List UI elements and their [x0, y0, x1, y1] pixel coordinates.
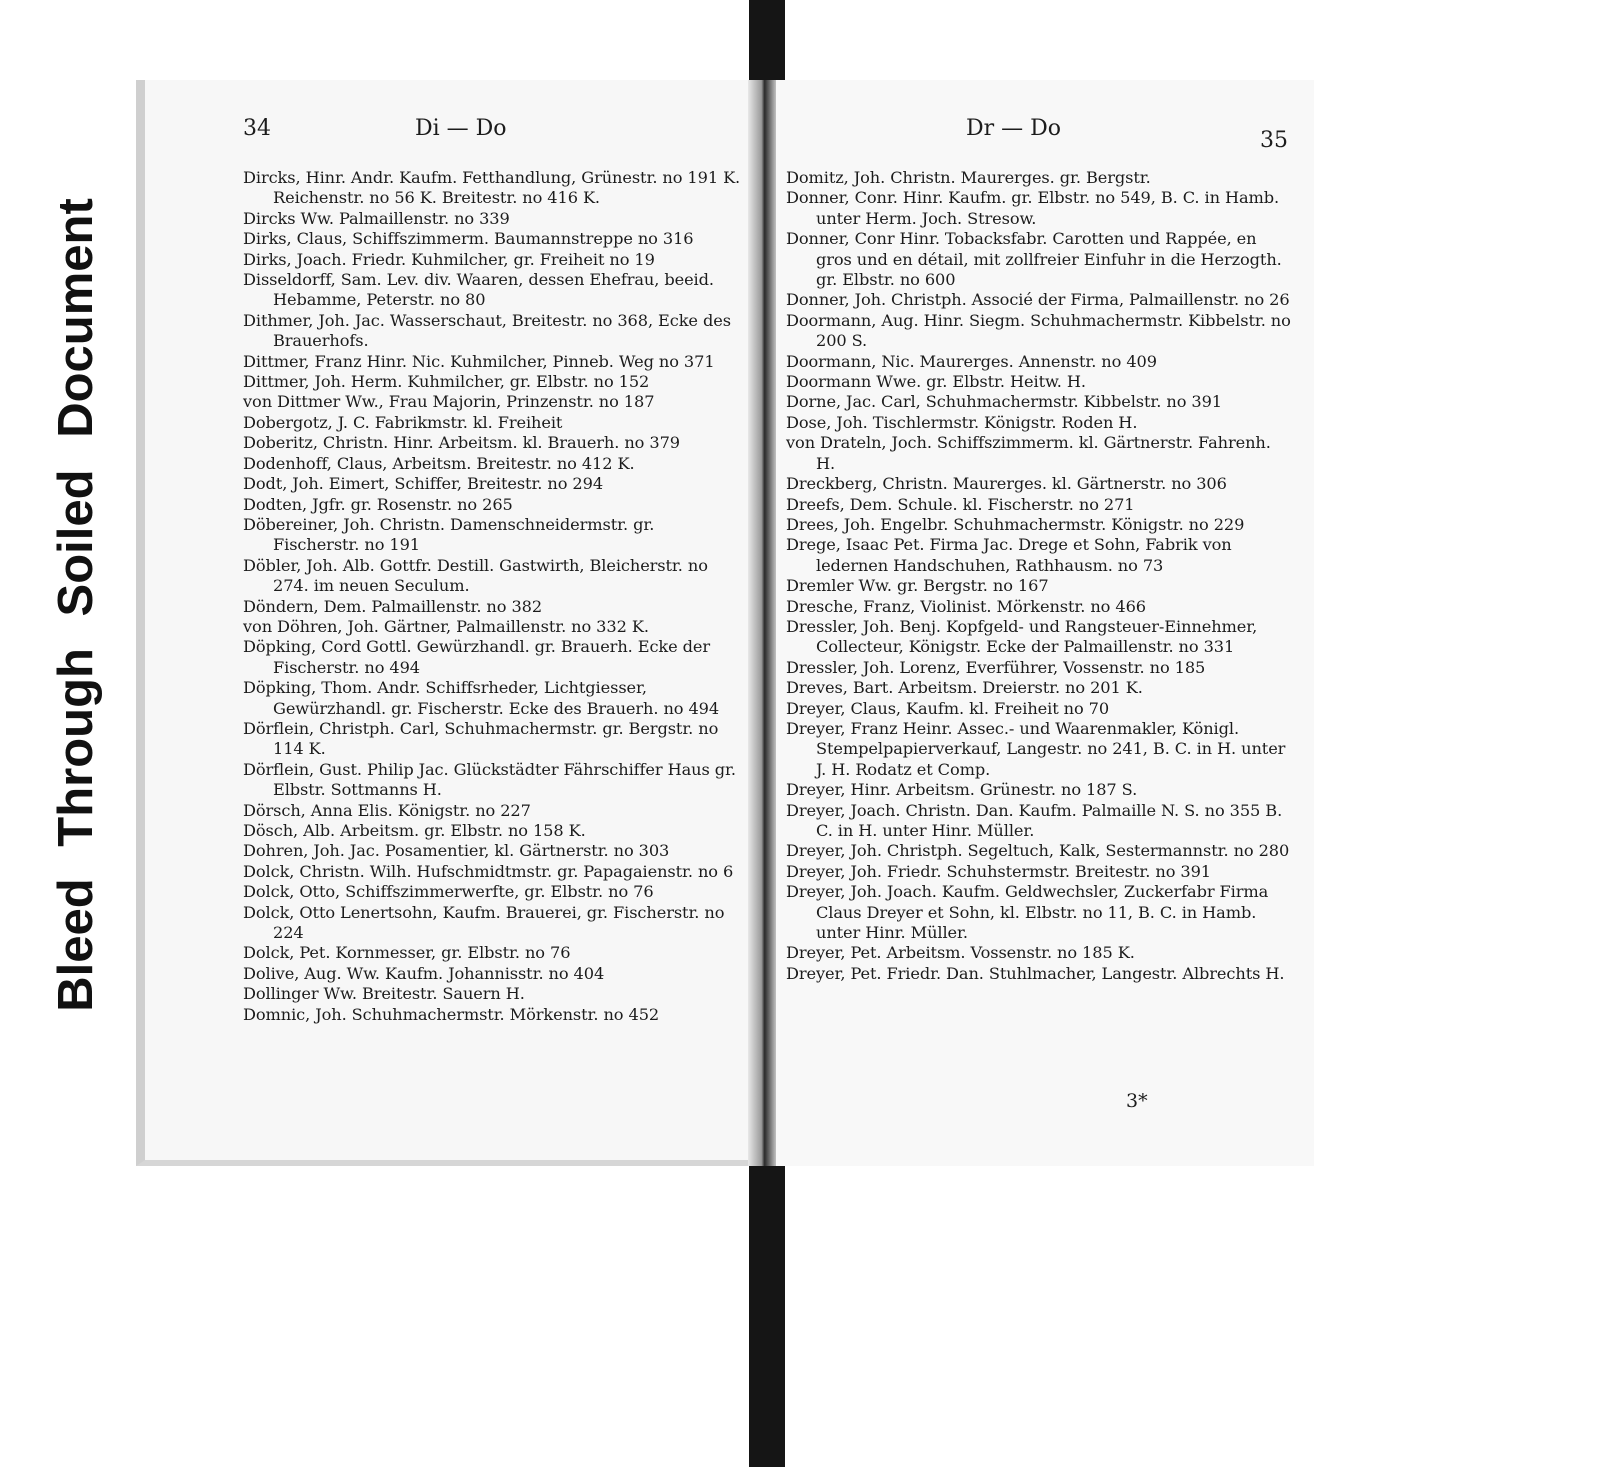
list-item: Drege, Isaac Pet. Firma Jac. Drege et Sohn, Fabrik von ledernen Handschuhen, Rathhausm. no 73	[786, 535, 1232, 575]
list-item: Dreyer, Joh. Joach. Kaufm. Geldwechsler, Zuckerfabr Firma Claus Dreyer et Sohn, kl. Elbstr. no 11, B. C. in Hamb. unter Hinr. Müller.	[786, 882, 1269, 943]
list-item: Doormann, Nic. Maurerges. Annenstr. no 409	[786, 351, 1157, 371]
list-item: Dresche, Franz, Violinist. Mörkenstr. no 466	[786, 596, 1146, 616]
book-gutter	[748, 80, 778, 1166]
signature-mark: 3*	[1126, 1090, 1148, 1112]
side-annotation-text: Bleed Through Soiled Document	[49, 198, 103, 1012]
list-item: Dittmer, Franz Hinr. Nic. Kuhmilcher, Pinneb. Weg no 371	[243, 351, 715, 371]
list-item: Döbereiner, Joh. Christn. Damenschneidermstr. gr. Fischerstr. no 191	[243, 514, 655, 555]
list-item: Dodten, Jgfr. gr. Rosenstr. no 265	[243, 494, 513, 514]
list-item: Donner, Conr. Hinr. Kaufm. gr. Elbstr. no 549, B. C. in Hamb. unter Herm. Joch. Stresow.	[786, 188, 1280, 228]
left-page	[136, 80, 768, 1166]
list-item: Dodt, Joh. Eimert, Schiffer, Breitestr. no 294	[243, 474, 604, 494]
list-item: Dobergotz, J. C. Fabrikmstr. kl. Freiheit	[243, 412, 563, 432]
list-item: Döpking, Thom. Andr. Schiffsrheder, Lichtgiesser, Gewürzhandl. gr. Fischerstr. Ecke des Brauerh. no 494	[243, 678, 720, 718]
list-item: Dodenhoff, Claus, Arbeitsm. Breitestr. no 412 K.	[243, 453, 635, 473]
list-item: Dorne, Jac. Carl, Schuhmachermstr. Kibbelstr. no 391	[786, 392, 1222, 412]
list-item: von Drateln, Joch. Schiffszimmerm. kl. Gärtnerstr. Fahrenh. H.	[786, 433, 1271, 473]
list-item: von Dittmer Ww., Frau Majorin, Prinzenstr. no 187	[243, 392, 655, 412]
list-item: Dittmer, Joh. Herm. Kuhmilcher, gr. Elbstr. no 152	[243, 372, 650, 392]
list-item: Döndern, Dem. Palmaillenstr. no 382	[243, 596, 543, 616]
list-item: Dollinger Ww. Breitestr. Sauern H.	[243, 984, 525, 1004]
list-item: Dolck, Otto Lenertsohn, Kaufm. Brauerei, gr. Fischerstr. no 224	[243, 902, 725, 943]
list-item: Dolck, Otto, Schiffszimmerwerfte, gr. Elbstr. no 76	[243, 882, 654, 902]
list-item: Domnic, Joh. Schuhmachermstr. Mörkenstr. no 452	[243, 1004, 660, 1024]
list-item: Dreyer, Joh. Christph. Segeltuch, Kalk, Sestermannstr. no 280	[786, 841, 1290, 861]
right-entry-list	[786, 168, 1291, 984]
list-item: Doormann Wwe. gr. Elbstr. Heitw. H.	[786, 372, 1086, 392]
list-item: Dithmer, Joh. Jac. Wasserschaut, Breitestr. no 368, Ecke des Brauerhofs.	[243, 310, 731, 351]
side-annotation-label	[50, 100, 102, 1110]
list-item: Dircks Ww. Palmaillenstr. no 339	[243, 208, 510, 228]
list-item: Dohren, Joh. Jac. Posamentier, kl. Gärtnerstr. no 303	[243, 841, 670, 861]
list-item: Dirks, Claus, Schiffszimmerm. Baumannstreppe no 316	[243, 229, 694, 249]
list-item: Dolck, Pet. Kornmesser, gr. Elbstr. no 76	[243, 943, 571, 963]
list-item: Dreyer, Joach. Christn. Dan. Kaufm. Palmaille N. S. no 355 B. C. in H. unter Hinr. Müller.	[786, 800, 1283, 840]
list-item: Dreyer, Hinr. Arbeitsm. Grünestr. no 187 S.	[786, 780, 1138, 800]
left-running-head: Di — Do	[415, 116, 507, 141]
list-item: Domitz, Joh. Christn. Maurerges. gr. Bergstr.	[786, 168, 1151, 187]
list-item: Dreefs, Dem. Schule. kl. Fischerstr. no 271	[786, 494, 1135, 514]
list-item: Dolck, Christn. Wilh. Hufschmidtmstr. gr. Papagaienstr. no 6	[243, 861, 734, 881]
right-page-number: 35	[1260, 128, 1288, 153]
list-item: Dolive, Aug. Ww. Kaufm. Johannisstr. no 404	[243, 963, 605, 983]
list-item: Dreyer, Joh. Friedr. Schuhstermstr. Breitestr. no 391	[786, 861, 1211, 881]
list-item: Dörsch, Anna Elis. Königstr. no 227	[243, 800, 531, 820]
bookmark-ribbon-top	[749, 0, 785, 80]
right-page	[776, 80, 1314, 1166]
left-entry-list	[243, 168, 743, 1025]
list-item: Dörflein, Gust. Philip Jac. Glückstädter Fährschiffer Haus gr. Elbstr. Sottmanns H.	[243, 759, 736, 800]
list-item: Doberitz, Christn. Hinr. Arbeitsm. kl. Brauerh. no 379	[243, 433, 680, 453]
list-item: Dose, Joh. Tischlermstr. Königstr. Roden H.	[786, 412, 1138, 432]
list-item: Dreyer, Pet. Friedr. Dan. Stuhlmacher, Langestr. Albrechts H.	[786, 963, 1285, 983]
list-item: Dreyer, Claus, Kaufm. kl. Freiheit no 70	[786, 698, 1110, 718]
list-item: Dreves, Bart. Arbeitsm. Dreierstr. no 201 K.	[786, 678, 1143, 698]
list-item: Dreyer, Franz Heinr. Assec.- und Waarenmakler, Königl. Stempelpapierverkauf, Langestr. no 241, B. C. in H. unter J. H. Rodatz et Comp.	[786, 718, 1286, 779]
left-page-number: 34	[243, 116, 271, 141]
list-item: Dreckberg, Christn. Maurerges. kl. Gärtnerstr. no 306	[786, 474, 1227, 494]
list-item: Dressler, Joh. Benj. Kopfgeld- und Rangsteuer-Einnehmer, Collecteur, Königstr. Ecke der Palmaillenstr. no 331	[786, 616, 1258, 657]
list-item: Dreyer, Pet. Arbeitsm. Vossenstr. no 185 K.	[786, 943, 1135, 963]
list-item: Dircks, Hinr. Andr. Kaufm. Fetthandlung, Grünestr. no 191 K. Reichenstr. no 56 K. Breitestr. no 416 K.	[243, 168, 741, 208]
list-item: Dösch, Alb. Arbeitsm. gr. Elbstr. no 158 K.	[243, 821, 586, 840]
list-item: Doormann, Aug. Hinr. Siegm. Schuhmachermstr. Kibbelstr. no 200 S.	[786, 310, 1291, 351]
list-item: Dörflein, Christph. Carl, Schuhmachermstr. gr. Bergstr. no 114 K.	[243, 718, 719, 759]
list-item: Döbler, Joh. Alb. Gottfr. Destill. Gastwirth, Bleicherstr. no 274. im neuen Seculum.	[243, 555, 708, 596]
book-spread	[136, 80, 1314, 1166]
list-item: Dremler Ww. gr. Bergstr. no 167	[786, 576, 1049, 596]
list-item: Dirks, Joach. Friedr. Kuhmilcher, gr. Freiheit no 19	[243, 249, 655, 269]
list-item: Döpking, Cord Gottl. Gewürzhandl. gr. Brauerh. Ecke der Fischerstr. no 494	[243, 637, 711, 677]
list-item: von Döhren, Joh. Gärtner, Palmaillenstr. no 332 K.	[243, 616, 649, 636]
list-item: Donner, Joh. Christph. Associé der Firma, Palmaillenstr. no 26	[786, 290, 1290, 310]
right-running-head: Dr — Do	[966, 116, 1062, 141]
list-item: Donner, Conr Hinr. Tobacksfabr. Carotten und Rappée, en gros und en détail, mit zollfreier Einfuhr in die Herzogth. gr. Elbstr. no 600	[786, 229, 1282, 290]
bookmark-ribbon-bottom	[749, 1152, 785, 1467]
list-item: Dressler, Joh. Lorenz, Everführer, Vossenstr. no 185	[786, 657, 1206, 677]
list-item: Disseldorff, Sam. Lev. div. Waaren, dessen Ehefrau, beeid. Hebamme, Peterstr. no 80	[243, 270, 714, 310]
list-item: Drees, Joh. Engelbr. Schuhmachermstr. Königstr. no 229	[786, 514, 1245, 534]
